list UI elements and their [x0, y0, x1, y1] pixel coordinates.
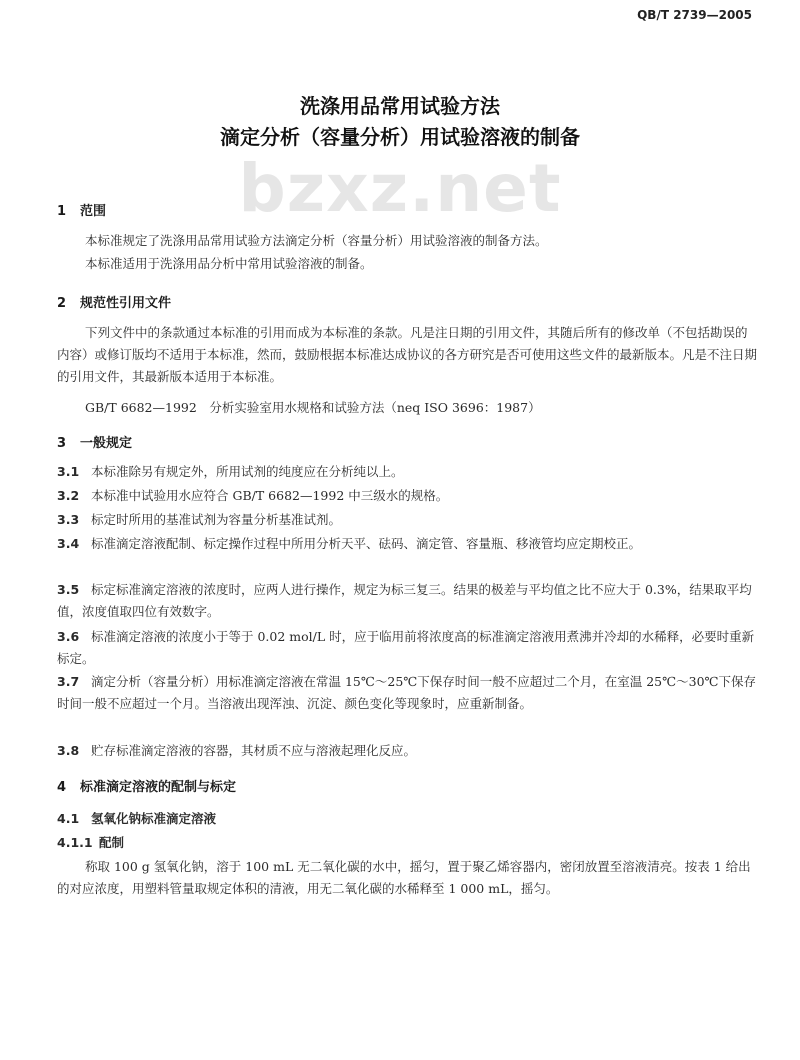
clause-text: 贮存标准滴定溶液的容器，其材质不应与溶液起理化反应。 [91, 743, 417, 758]
clause-3-7 [57, 671, 757, 715]
clause-text: 本标准除另有规定外，所用试剂的纯度应在分析纯以上。 [91, 464, 404, 479]
clause-text: 配制 [99, 835, 125, 850]
clause-number: 3.5 [57, 582, 80, 597]
section-title: 范围 [80, 204, 107, 219]
clause-3-6 [57, 626, 757, 670]
clause-3-3 [57, 509, 757, 531]
section-number: 1 [57, 204, 67, 219]
clause-3-2 [57, 485, 757, 507]
clause-number: 4.1.1 [57, 835, 93, 850]
section-number: 3 [57, 436, 67, 451]
clause-number: 3.1 [57, 464, 80, 479]
section-heading-general-rules [57, 432, 132, 451]
clause-text: 滴定分析（容量分析）用标准滴定溶液在常温 15℃～25℃下保存时间一般不应超过二个月，在室温 25℃～30℃下保存时间一般不应超过一个月。当溶液出现浑浊、沉淀、颜色变化等现象时，应重新制备。 [57, 674, 757, 711]
section-number: 4 [57, 780, 67, 795]
clause-text: 氢氧化钠标准滴定溶液 [91, 811, 217, 826]
watermark: bzxz.net [238, 150, 562, 227]
clause-4-1 [57, 808, 757, 830]
paragraph: 本标准适用于洗涤用品分析中常用试验溶液的制备。 [85, 256, 373, 271]
clause-number: 3.6 [57, 629, 80, 644]
section-title: 规范性引用文件 [80, 296, 172, 311]
clause-3-4 [57, 533, 757, 555]
document-title-line1: 洗涤用品常用试验方法 [300, 94, 500, 118]
clause-text: 标定标准滴定溶液的浓度时，应两人进行操作，规定为标三复三。结果的极差与平均值之比不应大于 0.3%，结果取平均值，浓度值取四位有效数字。 [57, 582, 752, 619]
clause-text: 标定时所用的基准试剂为容量分析基准试剂。 [91, 512, 342, 527]
clause-3-1 [57, 461, 757, 483]
clause-number: 3.3 [57, 512, 80, 527]
clause-text: 标准滴定溶液配制、标定操作过程中所用分析天平、砝码、滴定管、容量瓶、移液管均应定期校正。 [91, 536, 642, 551]
section-heading-normative-references [57, 292, 171, 311]
clause-number: 3.2 [57, 488, 80, 503]
clause-text: 标准滴定溶液的浓度小于等于 0.02 mol/L 时，应于临用前将浓度高的标准滴定溶液用煮沸并冷却的水稀释，必要时重新标定。 [57, 629, 755, 666]
section-heading-preparation [57, 776, 236, 795]
clause-number: 4.1 [57, 811, 80, 826]
document-title-line2: 滴定分析（容量分析）用试验溶液的制备 [220, 125, 580, 149]
section-title: 一般规定 [80, 436, 133, 451]
clause-number: 3.7 [57, 674, 80, 689]
section-number: 2 [57, 296, 67, 311]
clause-3-5 [57, 579, 757, 623]
reference-item: GB/T 6682—1992 分析实验室用水规格和试验方法（neq ISO 3696：1987） [85, 400, 541, 415]
clause-3-8 [57, 740, 757, 762]
paragraph: 称取 100 g 氢氧化钠，溶于 100 mL 无二氧化碳的水中，摇匀，置于聚乙烯容器内，密闭放置至溶液清亮。按表 1 给出的对应浓度，用塑料管量取规定体积的清液，用无二氧化碳的水稀释至 1 000 mL，摇匀。 [57, 859, 751, 896]
clause-4-1-1 [57, 832, 757, 854]
paragraph: 下列文件中的条款通过本标准的引用而成为本标准的条款。凡是注日期的引用文件，其随后所有的修改单（不包括勘误的内容）或修订版均不适用于本标准，然而，鼓励根据本标准达成协议的各方研究是否可使用这些文件的最新版本。凡是不注日期的引用文件，其最新版本适用于本标准。 [57, 325, 758, 384]
clause-number: 3.8 [57, 743, 80, 758]
standard-number: QB/T 2739—2005 [637, 8, 752, 22]
paragraph: 本标准规定了洗涤用品常用试验方法滴定分析（容量分析）用试验溶液的制备方法。 [85, 233, 548, 248]
clause-text: 本标准中试验用水应符合 GB/T 6682—1992 中三级水的规格。 [91, 488, 449, 503]
section-title: 标准滴定溶液的配制与标定 [80, 780, 237, 795]
section-heading-scope [57, 200, 106, 219]
clause-number: 3.4 [57, 536, 80, 551]
